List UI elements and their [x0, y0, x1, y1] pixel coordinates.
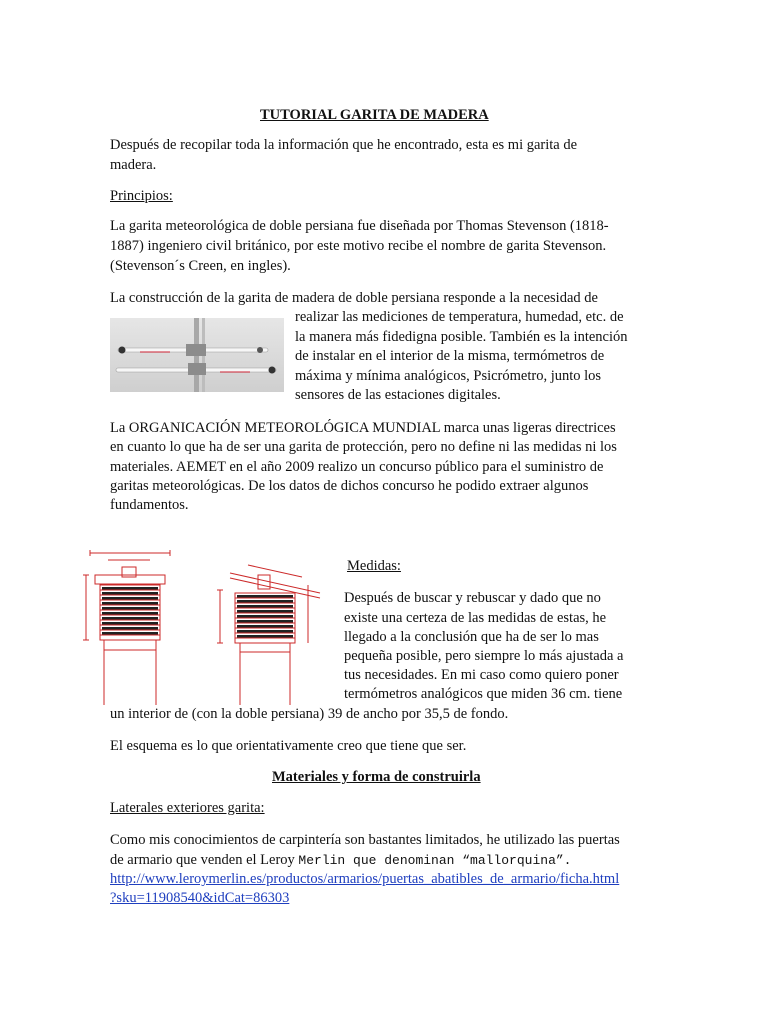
intro-line-2: madera. [110, 157, 157, 173]
medidas-heading: Medidas: [347, 558, 401, 574]
thermometer-photo [110, 318, 284, 392]
laterales-heading: Laterales exteriores garita: [110, 800, 265, 816]
leroy-merlin-link-cont[interactable]: ?sku=11908540&idCat=86303 [110, 890, 290, 906]
leroy-merlin-link[interactable]: http://www.leroymerlin.es/productos/armarios/puertas_abatibles_de_armario/ficha.html [110, 871, 620, 887]
medidas-line-7: un interior de (con la doble persiana) 39 de ancho por 35,5 de fondo. [110, 706, 509, 722]
medidas-line-5: tus necesidades. En mi caso como quiero poner [344, 667, 619, 683]
principios-heading: Principios: [110, 188, 173, 204]
construccion-line-6: sensores de las estaciones digitales. [295, 387, 501, 403]
medidas-line-3: llegado a la conclusión que ha de ser lo mas [344, 629, 599, 645]
garita-schematic-diagram [80, 545, 340, 705]
esquema-line: El esquema es lo que orientativamente creo que tiene que ser. [110, 738, 467, 754]
medidas-line-1: Después de buscar y rebuscar y dado que no [344, 590, 601, 606]
omm-line-4: garitas meteorológicas. De los datos de dichos concurso he podido extraer algunos [110, 478, 589, 494]
page-title: TUTORIAL GARITA DE MADERA [260, 107, 489, 123]
omm-line-3: materiales. AEMET en el año 2009 realizo un concurso público para el suministro de [110, 459, 604, 475]
materiales-heading: Materiales y forma de construirla [272, 769, 481, 785]
laterales-line-2-text: de armario que venden el Leroy [110, 852, 299, 868]
omm-line-1: La ORGANICACIÓN METEOROLÓGICA MUNDIAL marca unas ligeras directrices [110, 420, 616, 436]
medidas-line-4: pequeña posible, pero siempre lo más ajustada a [344, 648, 624, 664]
principios-line-1: La garita meteorológica de doble persiana fue diseñada por Thomas Stevenson (1818- [110, 218, 609, 234]
intro-line-1: Después de recopilar toda la información que he encontrado, esta es mi garita de [110, 137, 578, 153]
omm-line-5: fundamentos. [110, 497, 189, 513]
construccion-line-1: La construcción de la garita de madera de doble persiana responde a la necesidad de [110, 290, 598, 306]
laterales-line-1: Como mis conocimientos de carpintería son bastantes limitados, he utilizado las puertas [110, 832, 620, 848]
laterales-line-2-mono: Merlin que denominan “mallorquina”. [298, 853, 572, 868]
construccion-line-3: la manera más fidedigna posible. También es la intención [295, 329, 628, 345]
omm-line-2: en cuanto lo que ha de ser una garita de protección, pero no define ni las medidas ni los [110, 439, 617, 455]
principios-line-2: 1887) ingeniero civil británico, por este motivo recibe el nombre de garita Stevenson. [110, 238, 607, 254]
medidas-line-6: termómetros analógicos que miden 36 cm. tiene [344, 686, 623, 702]
construccion-line-5: máxima y mínima analógicos, Psicrómetro, junto los [295, 368, 602, 384]
medidas-line-2: existe una certeza de las medidas de estas, he [344, 610, 607, 626]
construccion-line-2: realizar las mediciones de temperatura, humedad, etc. de [295, 309, 624, 325]
construccion-line-4: de instalar en el interior de la misma, termómetros de [295, 348, 605, 364]
laterales-line-2 [110, 850, 571, 871]
principios-line-3: (Stevenson´s Creen, en ingles). [110, 258, 291, 274]
